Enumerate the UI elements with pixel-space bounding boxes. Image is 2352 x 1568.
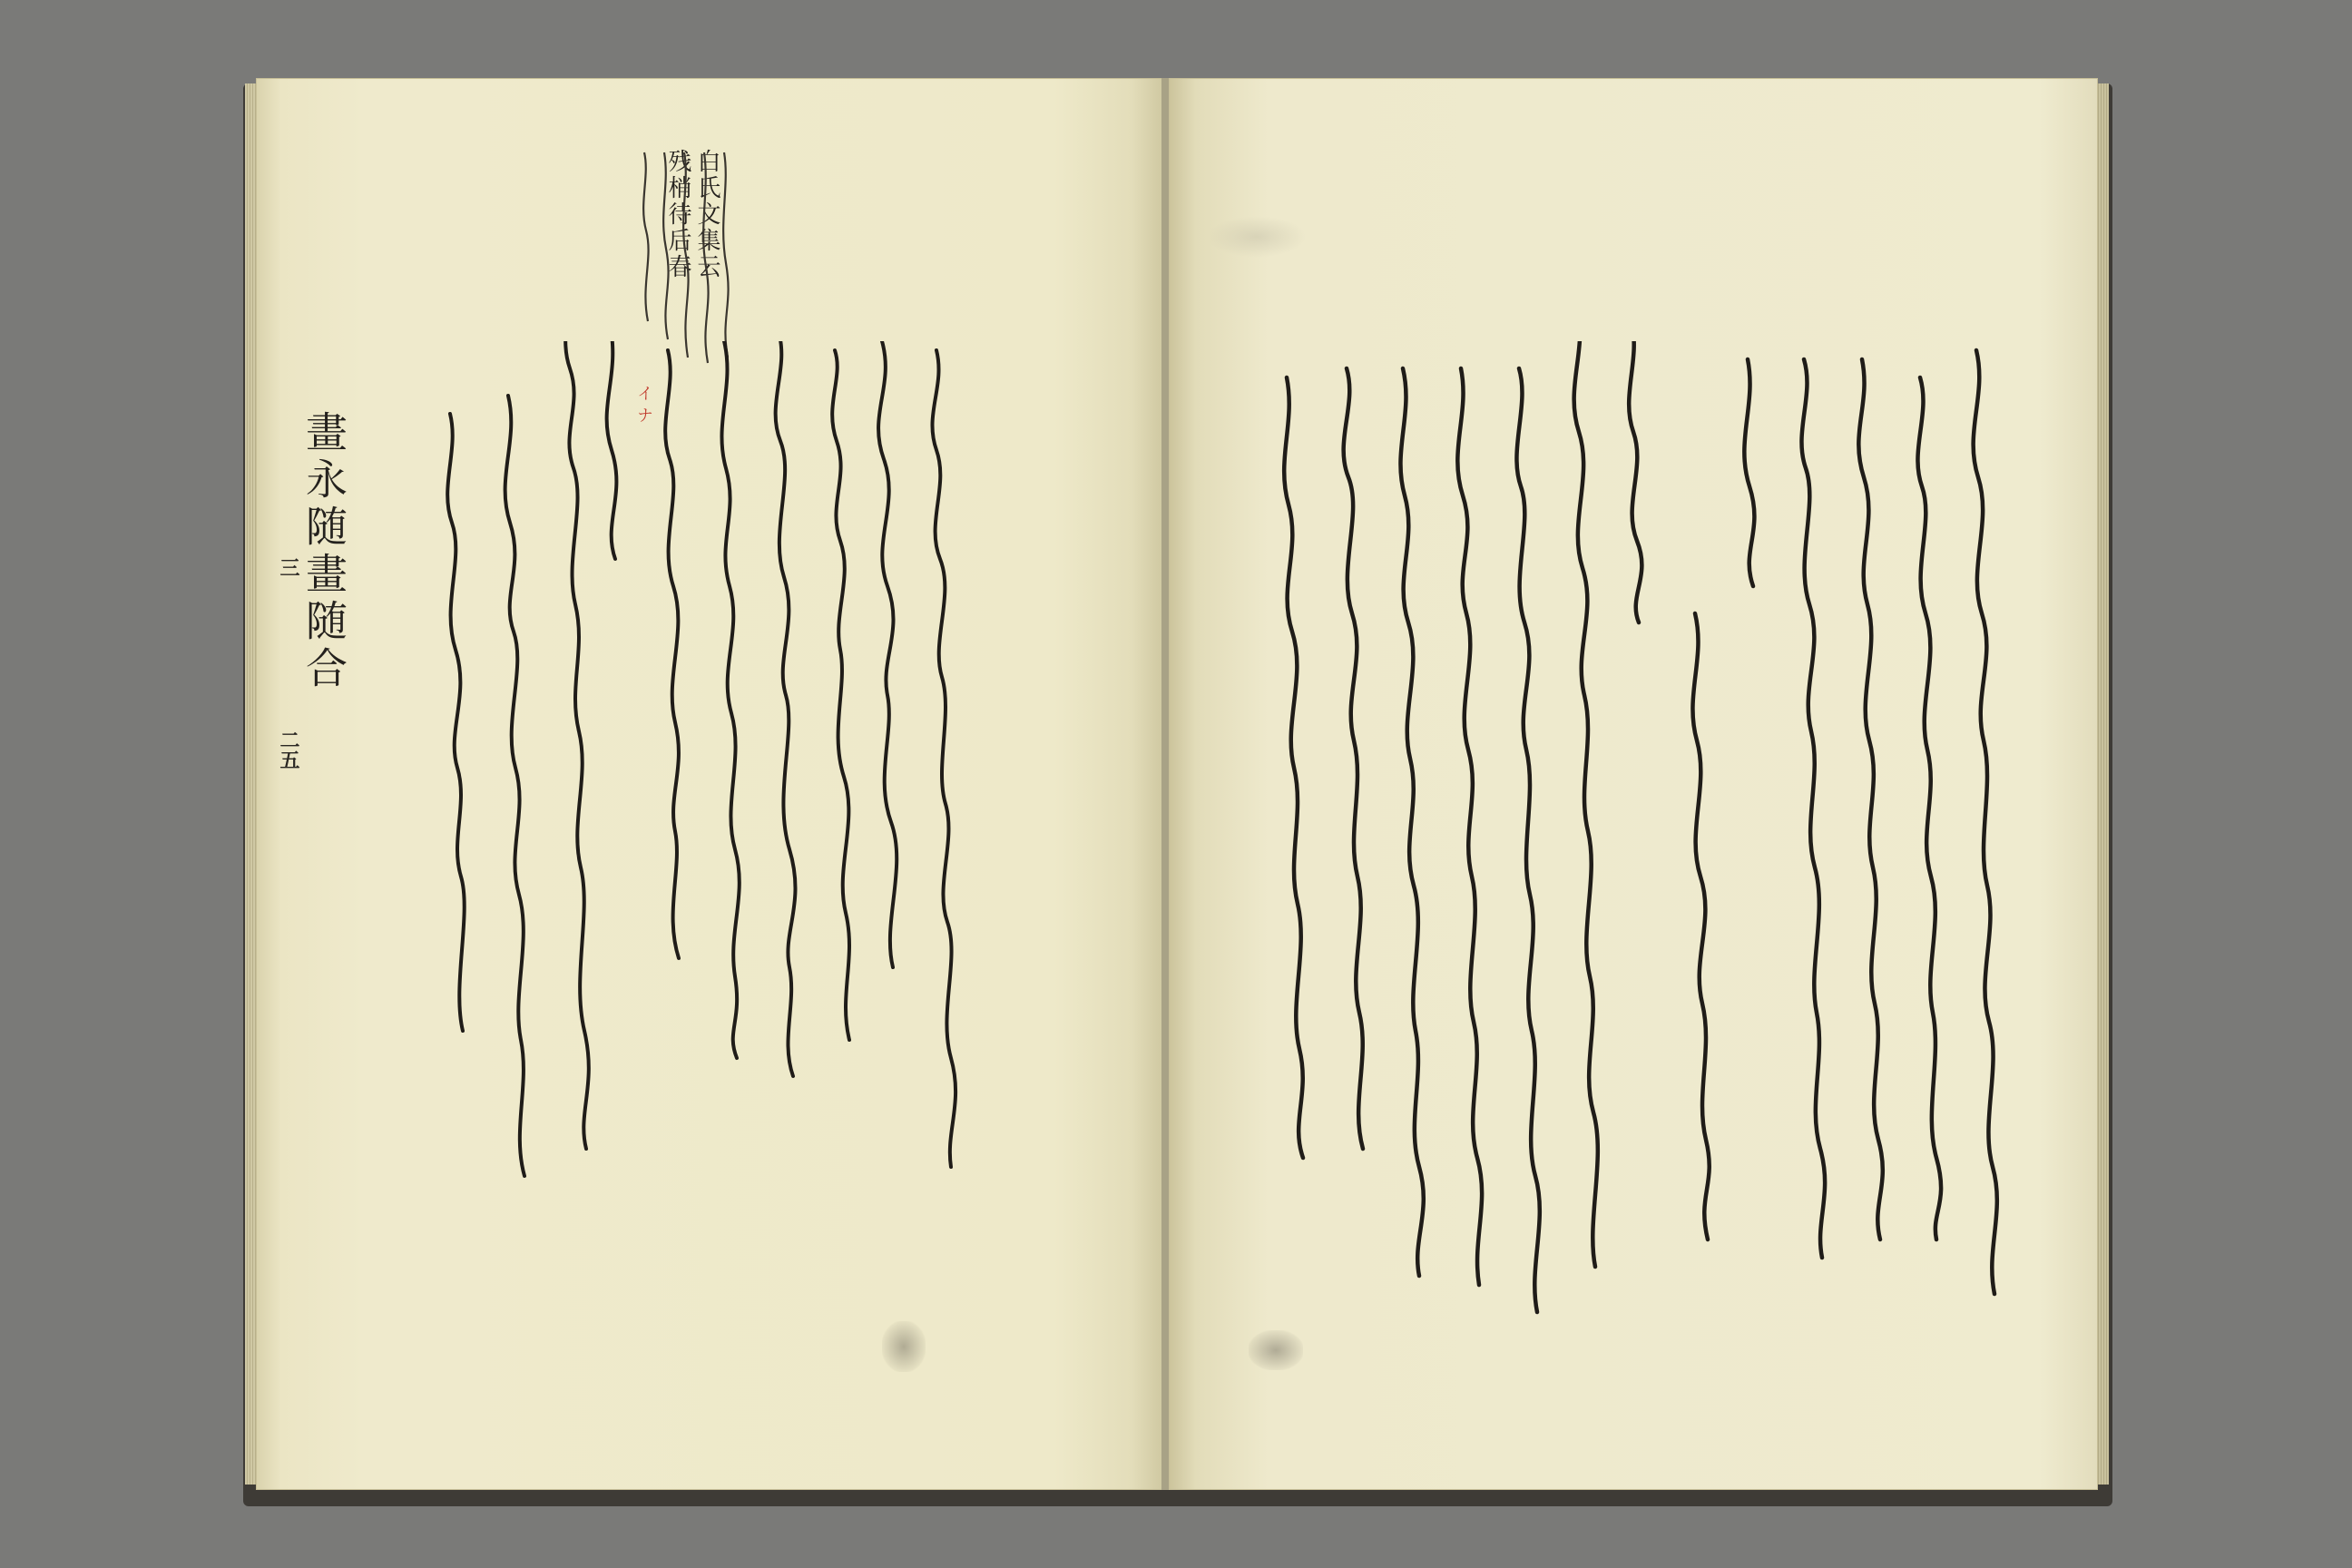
cursive-columns-left	[338, 341, 964, 1321]
folio-top: 三	[277, 557, 299, 577]
cursive-columns-right	[1223, 341, 2022, 1394]
headnote-column: 残梢待后春	[664, 149, 691, 280]
headnote-column: 白氏文集云	[693, 149, 720, 280]
headnote-script	[637, 149, 773, 367]
red-annotation: イナ	[634, 385, 653, 428]
open-book	[256, 78, 2098, 1490]
right-page	[1169, 78, 2098, 1490]
left-page	[256, 78, 1163, 1490]
ink-mark	[882, 1321, 926, 1372]
paper-smudge	[1207, 216, 1307, 258]
body-column: 畫永随畫随合	[299, 410, 348, 693]
right-page-edges	[2096, 83, 2109, 1485]
ink-mark	[1249, 1330, 1303, 1370]
folio-bottom: 二五	[277, 730, 299, 769]
